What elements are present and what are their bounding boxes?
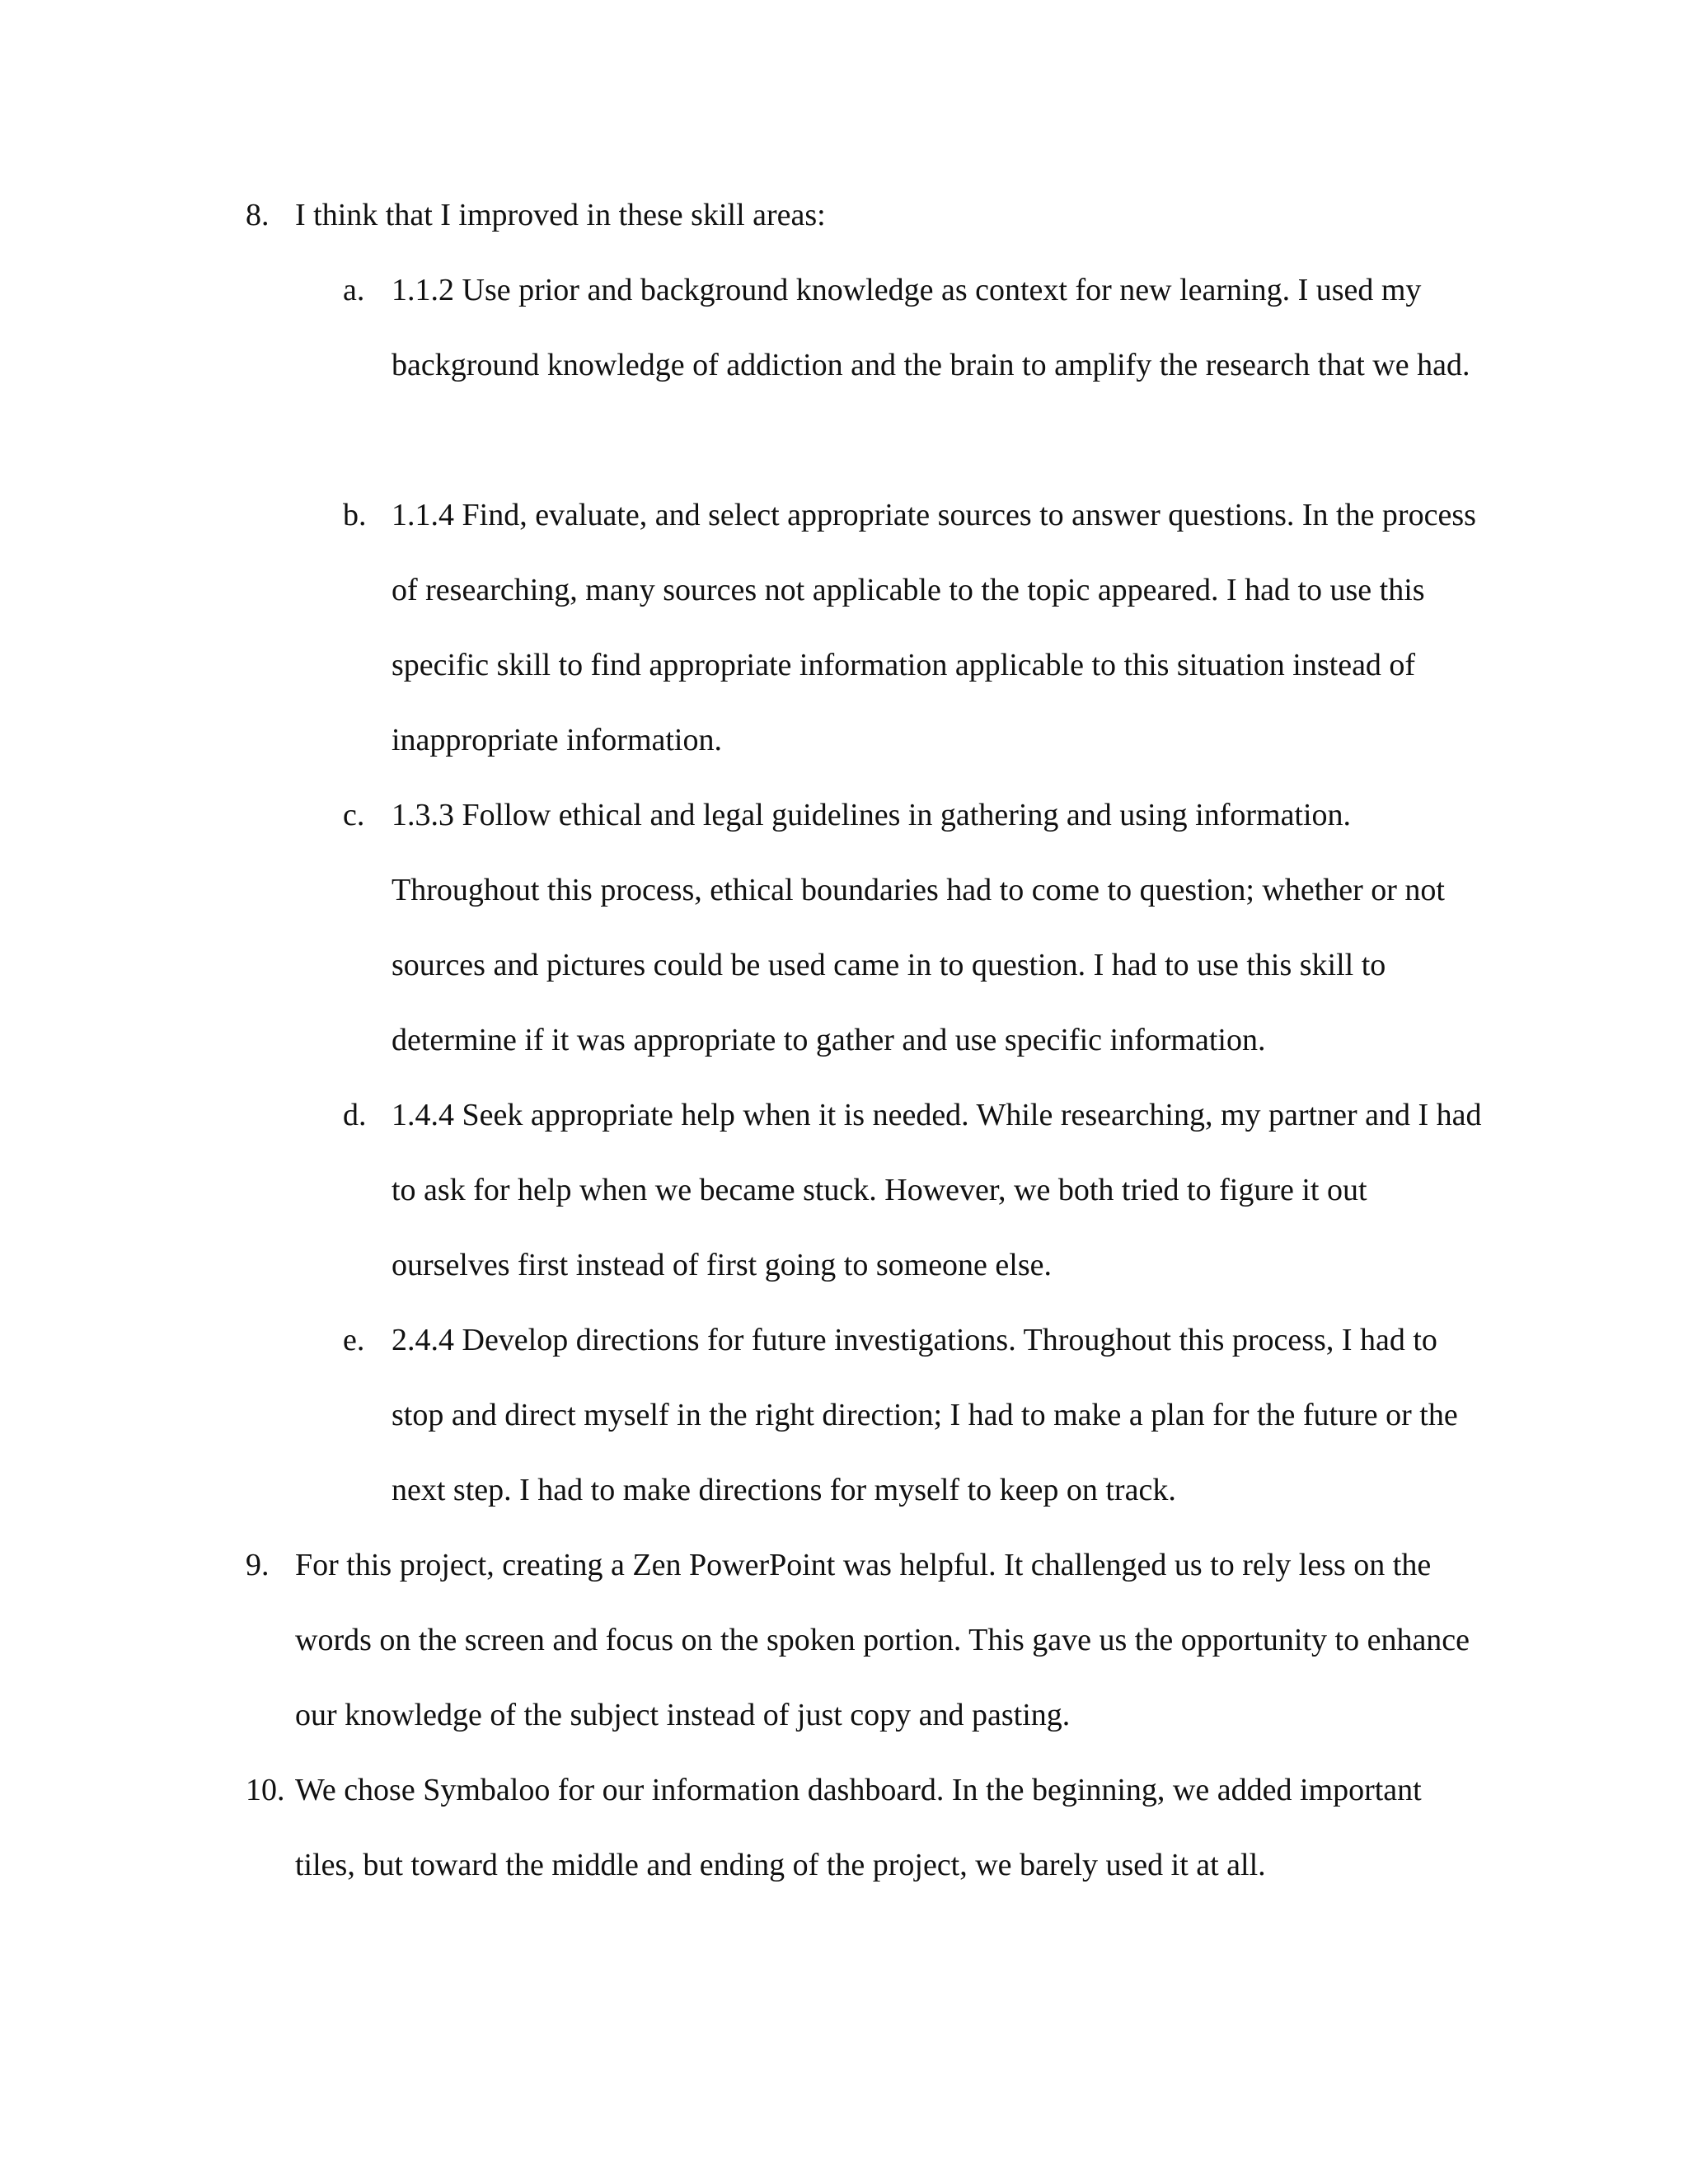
list-item-text: For this project, creating a Zen PowerPoint was helpful. It challenged us to rely less on the words on the screen and focus on the spoken portion. This gave us the opportunity to enhance our knowledge of the subject instead of just copy and pasting. [295, 1548, 1470, 1732]
list-marker: 9. [246, 1548, 270, 1582]
sub-item-marker: d. [343, 1098, 367, 1132]
sub-item-marker: c. [343, 798, 365, 832]
sub-item-text: 1.3.3 Follow ethical and legal guidelines in gathering and using information. Throughout this process, ethical boundaries had to come to question; whether or not sources and pictures could be used came in to question. I had to use this skill to determine if it was appropriate to gather and use specific information. [392, 798, 1445, 1057]
list-item-8 [246, 178, 1482, 253]
list-item-text: We chose Symbaloo for our information dashboard. In the beginning, we added important tiles, but toward the middle and ending of the project, we barely used it at all. [295, 1773, 1422, 1882]
sub-item-text: 1.1.4 Find, evaluate, and select appropriate sources to answer questions. In the process of researching, many sources not applicable to the topic appeared. I had to use this specific skill to find appropriate information applicable to this situation instead of inappropriate information. [392, 498, 1476, 757]
sub-item-d [343, 1078, 1480, 1303]
sub-item-text: 1.1.2 Use prior and background knowledge as context for new learning. I used my background knowledge of addiction and the brain to amplify the research that we had. [392, 273, 1470, 382]
list-item-9 [246, 1528, 1482, 1753]
sub-item-text: 1.4.4 Seek appropriate help when it is needed. While researching, my partner and I had to ask for help when we became stuck. However, we both tried to figure it out ourselves first instead of first going to someone else. [392, 1098, 1482, 1282]
sub-item-e [343, 1303, 1480, 1528]
sub-item-c [343, 778, 1480, 1078]
sub-item-a [343, 253, 1480, 478]
list-item-text: I think that I improved in these skill areas: [295, 198, 826, 232]
sub-item-marker: b. [343, 498, 367, 532]
list-marker: 10. [246, 1773, 285, 1807]
sub-item-marker: a. [343, 273, 365, 307]
list-item-10 [246, 1753, 1482, 1903]
sub-item-text: 2.4.4 Develop directions for future investigations. Throughout this process, I had to stop and direct myself in the right direction; I had to make a plan for the future or the next step. I had to make directions for myself to keep on track. [392, 1323, 1458, 1507]
sub-item-b [343, 478, 1480, 778]
sub-item-marker: e. [343, 1323, 365, 1357]
list-marker: 8. [246, 198, 270, 232]
